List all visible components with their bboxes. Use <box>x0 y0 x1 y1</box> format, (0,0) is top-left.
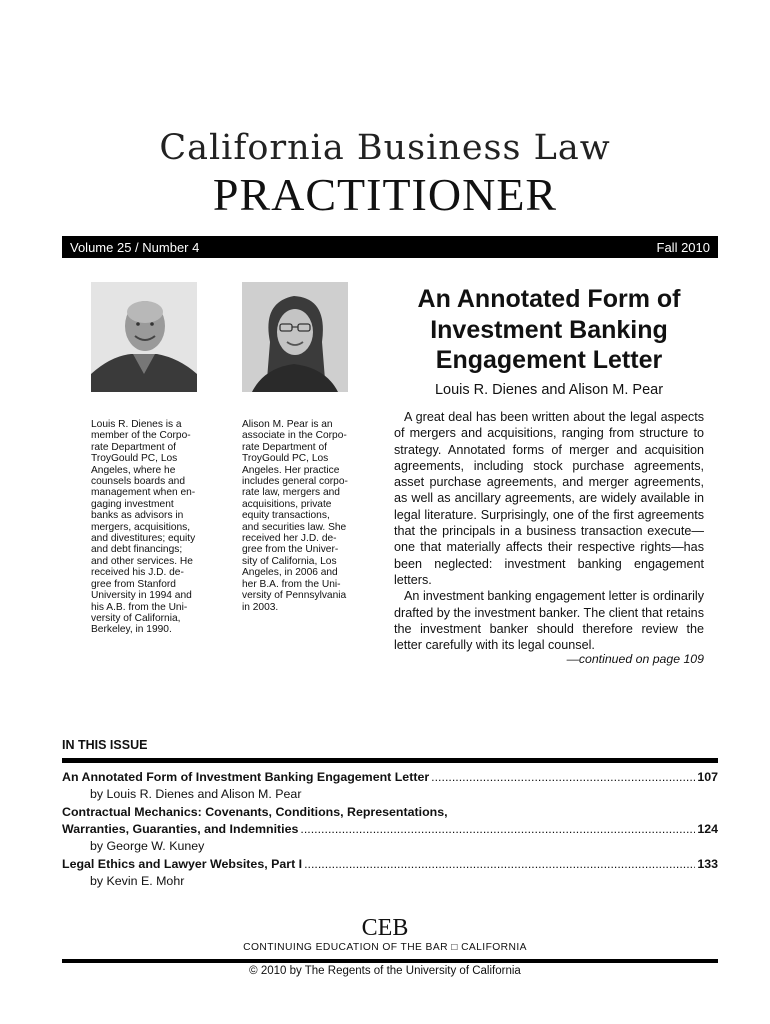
ceb-logo: CEB <box>361 915 409 941</box>
masthead-title-top: California Business Law <box>159 128 611 168</box>
divider <box>62 758 718 763</box>
table-of-contents <box>62 770 718 892</box>
toc-entry[interactable] <box>62 857 718 874</box>
toc-leader <box>431 770 695 784</box>
toc-page-number: 133 <box>697 857 718 871</box>
article-body <box>394 409 704 653</box>
in-this-issue-heading: IN THIS ISSUE <box>62 738 148 752</box>
toc-page-number: 124 <box>697 822 718 836</box>
bio-pear: Alison M. Pear is an associate in the Corpo- rate Department of TroyGould PC, Los Angeles. Her practice includes general corpo- rate law, mergers and acquisitions, private equity transactions, and securities law. She received her J.D. de- gree from the Univer- sity of California, Los Angeles, in 2006 and her B.A. from the Uni- versity of Pennsylvania in 2003. <box>242 419 348 613</box>
article-paragraph: An investment banking engagement letter is ordinarily drafted by the investment banker. The client that retains the investment banker should therefore review the letter carefully with its legal counsel. <box>394 589 704 653</box>
toc-entry-title: Warranties, Guaranties, and Indemnities <box>62 822 299 836</box>
toc-leader <box>300 822 695 836</box>
author-photo-dienes <box>91 282 197 392</box>
footer-divider <box>62 959 718 963</box>
issue-bar <box>62 236 718 258</box>
continued-note: —continued on page 109 <box>566 652 704 666</box>
author-photo-pear <box>242 282 348 392</box>
toc-entry-author: by George W. Kuney <box>90 839 205 853</box>
toc-entry-author: by Louis R. Dienes and Alison M. Pear <box>90 787 302 801</box>
toc-entry-author: by Kevin E. Mohr <box>90 874 185 888</box>
copyright-notice: © 2010 by The Regents of the University of California <box>249 965 521 977</box>
ceb-subtitle: CONTINUING EDUCATION OF THE BAR □ CALIFORNIA <box>243 942 527 953</box>
bio-dienes: Louis R. Dienes is a member of the Corpo- rate Department of TroyGould PC, Los Angeles, where he counsels boards and management when en- gaging investment banks as advisors in mergers, acquisitions, and divestitures; equity and debt financings; and other services. He received his J.D. de- gree from Stanford University in 1994 and his A.B. from the Uni- versity of California, Berkeley, in 1990. <box>91 419 196 636</box>
toc-page-number: 107 <box>697 770 718 784</box>
article-title: An Annotated Form of Investment Banking Engagement Letter <box>417 285 681 374</box>
toc-entry[interactable] <box>62 822 718 839</box>
toc-leader <box>304 857 695 871</box>
toc-entry-title: Legal Ethics and Lawyer Websites, Part I <box>62 857 303 871</box>
toc-entry-title-line1[interactable]: Contractual Mechanics: Covenants, Conditions, Representations, <box>62 805 448 819</box>
masthead-title-main: PRACTITIONER <box>212 169 558 220</box>
article-paragraph: A great deal has been written about the legal aspects of mergers and acquisitions, ranging from structure to strategy. Annotated forms of merger and acquisition agreements, including stock purchase agreements, asset purchase agreements, and merger agreements, as well as ancillary agreements, are widely available in legal literature. Surprisingly, one of the first agreements that the principals in a business transaction execute—one that materially affects their respective rights—has been neglected: investment banking engagement letters. <box>394 410 704 587</box>
issue-season: Fall 2010 <box>656 240 710 255</box>
toc-entry[interactable] <box>62 770 718 787</box>
article-authors: Louis R. Dienes and Alison M. Pear <box>434 382 664 398</box>
toc-entry-title: An Annotated Form of Investment Banking Engagement Letter <box>62 770 430 784</box>
volume-number: Volume 25 / Number 4 <box>70 240 200 255</box>
